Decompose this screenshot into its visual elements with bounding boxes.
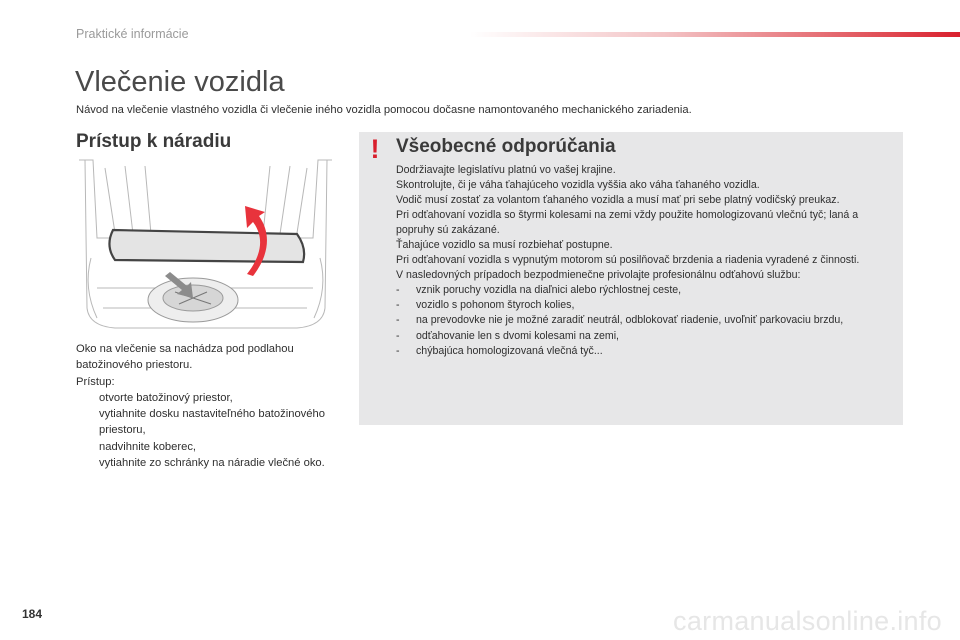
- list-item: - odťahovanie len s dvomi kolesami na zemi,: [396, 329, 896, 344]
- list-item: - vozidlo s pohonom štyroch kolies,: [396, 298, 896, 313]
- tool-access-heading: Prístup k náradiu: [76, 131, 232, 152]
- paragraph: Ťahajúce vozidlo sa musí rozbiehať postupne.: [396, 239, 613, 252]
- dash-mark: -: [396, 284, 400, 297]
- paragraph: Pri odťahovaní vozidla so štyrmi kolesami na zemi vždy použite homologizovanú vlečnú tyč; laná a popruhy sú zakázané.: [396, 209, 859, 237]
- paragraph: V nasledovných prípadoch bezpodmienečne privolajte profesionálnu odťahovú službu:: [396, 269, 801, 282]
- paragraph: Dodržiavajte legislatívu platnú vo vašej krajine.: [396, 164, 616, 176]
- header-accent-line: [470, 32, 960, 37]
- recommendations-heading: Všeobecné odporúčania: [396, 136, 616, 157]
- intro-text: Návod na vlečenie vlastného vozidla či vlečenie iného vozidla pomocou dočasne namontovaného mechanického zariadenia.: [76, 104, 692, 116]
- dash-mark: -: [396, 344, 400, 357]
- paragraph: Vodič musí zostať za volantom ťahaného vozidla a musí mať pri sebe platný vodičský preukaz.: [396, 194, 840, 207]
- watermark: carmanualsonline.info: [673, 606, 942, 636]
- boot-floor-board: [109, 230, 304, 262]
- tool-access-text: [76, 341, 338, 471]
- list-item: - chýbajúca homologizovaná vlečná tyč...: [396, 344, 896, 359]
- trunk-floor-illustration: [75, 158, 336, 331]
- list-item: nadvihnite koberec,: [99, 440, 197, 453]
- access-label: Prístup:: [76, 375, 115, 388]
- warning-icon: !: [370, 134, 380, 164]
- paragraph: Skontrolujte, či je váha ťahajúceho vozidla vyššia ako váha ťahaného vozidla.: [396, 179, 760, 192]
- tool-location-text: Oko na vlečenie sa nachádza pod podlahou batožinového priestoru.: [76, 343, 294, 372]
- tow-service-cases: [396, 283, 896, 358]
- recommendations-text: [396, 163, 896, 359]
- dash-mark: -: [396, 329, 400, 342]
- list-item: otvorte batožinový priestor,: [99, 391, 233, 404]
- page-number: 184: [22, 607, 43, 621]
- section-label: Praktické informácie: [76, 27, 189, 41]
- access-steps: [76, 390, 338, 471]
- list-item: - vznik poruchy vozidla na diaľnici alebo rýchlostnej ceste,: [396, 283, 896, 298]
- dash-mark: -: [396, 314, 400, 327]
- dash-mark: -: [396, 299, 400, 312]
- tool-box: [148, 278, 238, 322]
- list-item: vytiahnite dosku nastaviteľného batožinového priestoru,: [99, 408, 325, 437]
- list-item: vytiahnite zo schránky na náradie vlečné oko.: [99, 457, 325, 470]
- paragraph: Pri odťahovaní vozidla s vypnutým motorom sú posilňovač brzdenia a riadenia vyradené z činnosti.: [396, 254, 860, 267]
- page-title: Vlečenie vozidla: [75, 66, 285, 98]
- list-item: - na prevodovke nie je možné zaradiť neutrál, odblokovať riadenie, uvoľniť parkovaciu brzdu,: [396, 313, 896, 328]
